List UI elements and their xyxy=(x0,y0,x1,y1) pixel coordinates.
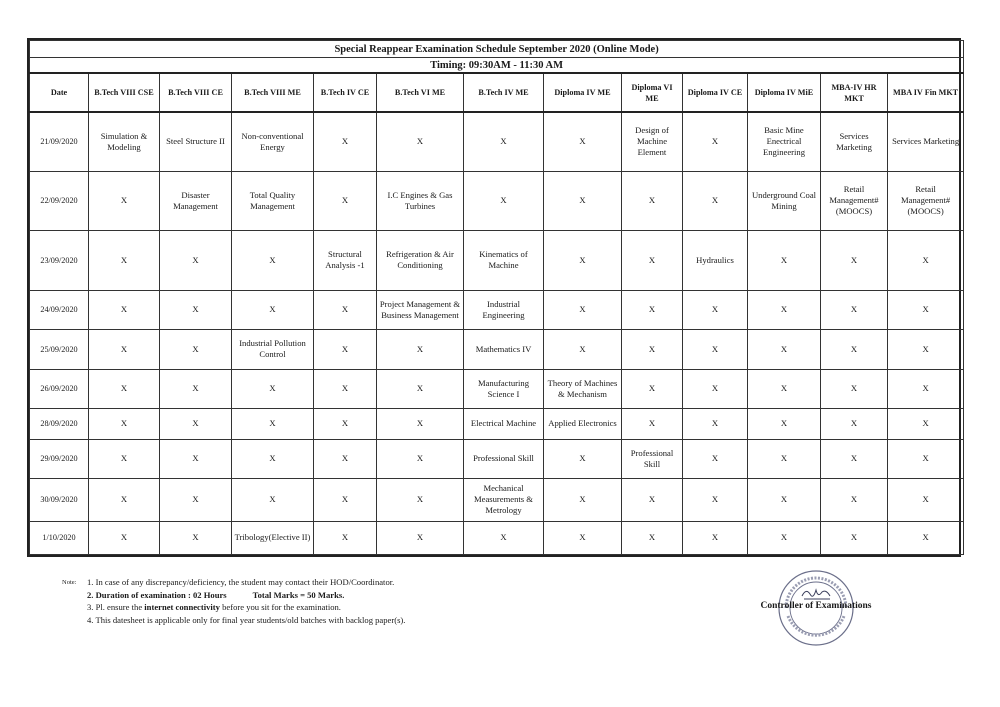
subject-cell: X xyxy=(544,230,622,290)
subject-cell: X xyxy=(232,478,314,521)
subject-cell: Non-conventional Energy xyxy=(232,112,314,171)
subject-cell: X xyxy=(748,290,821,329)
subject-cell: X xyxy=(683,439,748,478)
subject-cell: X xyxy=(377,439,464,478)
table-row xyxy=(30,408,964,439)
subject-cell: X xyxy=(622,290,683,329)
subject-cell: X xyxy=(314,478,377,521)
subject-cell: X xyxy=(748,521,821,554)
subject-cell: X xyxy=(544,521,622,554)
subject-cell: Hydraulics xyxy=(683,230,748,290)
subject-cell: X xyxy=(748,369,821,408)
subject-cell: X xyxy=(748,329,821,369)
date-cell: 23/09/2020 xyxy=(30,230,89,290)
date-cell: 30/09/2020 xyxy=(30,478,89,521)
subject-cell: X xyxy=(377,329,464,369)
subject-cell: X xyxy=(314,112,377,171)
subject-cell: X xyxy=(232,290,314,329)
subject-cell: X xyxy=(888,369,964,408)
subject-cell: X xyxy=(89,408,160,439)
table-row xyxy=(30,439,964,478)
subject-cell: X xyxy=(544,112,622,171)
subject-cell: Applied Electronics xyxy=(544,408,622,439)
schedule-timing: Timing: 09:30AM - 11:30 AM xyxy=(30,58,964,74)
table-row xyxy=(30,478,964,521)
table-row xyxy=(30,112,964,171)
column-header: B.Tech IV CE xyxy=(314,73,377,112)
subject-cell: X xyxy=(622,478,683,521)
controller-label: Controller of Examinations xyxy=(760,601,872,611)
subject-cell: Basic Mine Enectrical Engineering xyxy=(748,112,821,171)
column-header: Diploma IV ME xyxy=(544,73,622,112)
subject-cell: Steel Structure II xyxy=(160,112,232,171)
column-header: MBA-IV HR MKT xyxy=(821,73,888,112)
subject-cell: X xyxy=(683,290,748,329)
subject-cell: X xyxy=(544,290,622,329)
subject-cell: X xyxy=(89,521,160,554)
table-body xyxy=(30,112,964,554)
subject-cell: X xyxy=(821,521,888,554)
date-cell: 28/09/2020 xyxy=(30,408,89,439)
subject-cell: X xyxy=(314,171,377,230)
column-header: B.Tech VI ME xyxy=(377,73,464,112)
subject-cell: X xyxy=(683,408,748,439)
subject-cell: X xyxy=(314,408,377,439)
subject-cell: Underground Coal Mining xyxy=(748,171,821,230)
subject-cell: X xyxy=(622,230,683,290)
table-row xyxy=(30,329,964,369)
column-header: Date xyxy=(30,73,89,112)
subject-cell: I.C Engines & Gas Turbines xyxy=(377,171,464,230)
subject-cell: X xyxy=(622,521,683,554)
subject-cell: X xyxy=(160,230,232,290)
subject-cell: X xyxy=(622,369,683,408)
subject-cell: X xyxy=(544,478,622,521)
subject-cell: Mathematics IV xyxy=(464,329,544,369)
subject-cell: X xyxy=(821,408,888,439)
subject-cell: X xyxy=(160,290,232,329)
subject-cell: X xyxy=(683,329,748,369)
exam-schedule-table xyxy=(29,40,964,555)
date-cell: 26/09/2020 xyxy=(30,369,89,408)
note-2-marks: Total Marks = 50 Marks. xyxy=(252,589,345,600)
subject-cell: X xyxy=(314,290,377,329)
date-cell: 1/10/2020 xyxy=(30,521,89,554)
column-header: Diploma IV MiE xyxy=(748,73,821,112)
note-4: 4. This datesheet is applicable only for final year students/old batches with backlog paper(s). xyxy=(87,614,406,625)
subject-cell: X xyxy=(748,478,821,521)
subject-cell: X xyxy=(232,230,314,290)
subject-cell: Services Marketing xyxy=(821,112,888,171)
subject-cell: X xyxy=(377,369,464,408)
subject-cell: X xyxy=(622,408,683,439)
subject-cell: X xyxy=(160,521,232,554)
column-header: MBA IV Fin MKT xyxy=(888,73,964,112)
controller-signature-block xyxy=(756,568,876,648)
subject-cell: X xyxy=(683,171,748,230)
note-2-duration: 2. Duration of examination : 02 Hours xyxy=(87,589,227,600)
subject-cell: Structural Analysis -1 xyxy=(314,230,377,290)
subject-cell: X xyxy=(377,112,464,171)
subject-cell: Project Management & Business Management xyxy=(377,290,464,329)
subject-cell: X xyxy=(821,478,888,521)
subject-cell: X xyxy=(748,408,821,439)
subject-cell: X xyxy=(888,521,964,554)
subject-cell: X xyxy=(232,369,314,408)
subject-cell: X xyxy=(622,171,683,230)
column-header: B.Tech IV ME xyxy=(464,73,544,112)
table-row xyxy=(30,521,964,554)
subject-cell: X xyxy=(160,439,232,478)
table-row xyxy=(30,290,964,329)
subject-cell: X xyxy=(888,329,964,369)
subject-cell: X xyxy=(683,369,748,408)
subject-cell: X xyxy=(377,408,464,439)
column-header: B.Tech VIII CSE xyxy=(89,73,160,112)
note-1: 1. In case of any discrepancy/deficiency, the student may contact their HOD/Coordinator. xyxy=(87,577,395,587)
note-3 xyxy=(87,601,405,614)
subject-cell: X xyxy=(544,171,622,230)
subject-cell: X xyxy=(89,230,160,290)
subject-cell: Simulation & Modeling xyxy=(89,112,160,171)
subject-cell: X xyxy=(89,478,160,521)
subject-cell: Manufacturing Science I xyxy=(464,369,544,408)
subject-cell: Retail Management#(MOOCS) xyxy=(821,171,888,230)
subject-cell: X xyxy=(464,112,544,171)
subject-cell: X xyxy=(821,439,888,478)
subject-cell: X xyxy=(888,478,964,521)
subject-cell: Professional Skill xyxy=(622,439,683,478)
subject-cell: Kinematics of Machine xyxy=(464,230,544,290)
subject-cell: X xyxy=(821,290,888,329)
column-header: Diploma IV CE xyxy=(683,73,748,112)
subject-cell: X xyxy=(464,521,544,554)
table-row xyxy=(30,230,964,290)
subject-cell: X xyxy=(314,521,377,554)
date-cell: 21/09/2020 xyxy=(30,112,89,171)
subject-cell: X xyxy=(89,171,160,230)
subject-cell: X xyxy=(821,230,888,290)
subject-cell: X xyxy=(314,369,377,408)
notes-section xyxy=(62,576,405,626)
subject-cell: X xyxy=(888,230,964,290)
note-2 xyxy=(87,589,405,602)
subject-cell: X xyxy=(888,408,964,439)
subject-cell: X xyxy=(544,329,622,369)
header-row xyxy=(30,73,964,112)
subject-cell: Theory of Machines & Mechanism xyxy=(544,369,622,408)
subject-cell: X xyxy=(683,478,748,521)
subject-cell: X xyxy=(888,439,964,478)
subject-cell: X xyxy=(160,408,232,439)
subject-cell: X xyxy=(377,521,464,554)
note-label: Note: xyxy=(62,579,77,586)
subject-cell: Electrical Machine xyxy=(464,408,544,439)
subject-cell: Mechanical Measurements & Metrology xyxy=(464,478,544,521)
subject-cell: X xyxy=(89,369,160,408)
schedule-sheet xyxy=(27,38,961,557)
note-3-end: before you sit for the examination. xyxy=(219,602,341,612)
subject-cell: X xyxy=(888,290,964,329)
date-cell: 22/09/2020 xyxy=(30,171,89,230)
subject-cell: X xyxy=(89,439,160,478)
column-header: B.Tech VIII ME xyxy=(232,73,314,112)
subject-cell: X xyxy=(622,329,683,369)
subject-cell: X xyxy=(160,369,232,408)
subject-cell: X xyxy=(377,478,464,521)
subject-cell: Services Marketing xyxy=(888,112,964,171)
subject-cell: X xyxy=(683,112,748,171)
subject-cell: Total Quality Management xyxy=(232,171,314,230)
schedule-title: Special Reappear Examination Schedule September 2020 (Online Mode) xyxy=(30,41,964,58)
subject-cell: Industrial Pollution Control xyxy=(232,329,314,369)
subject-cell: X xyxy=(89,290,160,329)
table-row xyxy=(30,369,964,408)
note-3-start: 3. Pl. ensure the xyxy=(87,602,145,612)
subject-cell: X xyxy=(314,329,377,369)
subject-cell: X xyxy=(160,329,232,369)
subject-cell: X xyxy=(821,369,888,408)
subject-cell: X xyxy=(544,439,622,478)
column-header: Diploma VI ME xyxy=(622,73,683,112)
subject-cell: X xyxy=(748,230,821,290)
subject-cell: X xyxy=(683,521,748,554)
date-cell: 29/09/2020 xyxy=(30,439,89,478)
subject-cell: Retail Management#(MOOCS) xyxy=(888,171,964,230)
subject-cell: X xyxy=(821,329,888,369)
subject-cell: Refrigeration & Air Conditioning xyxy=(377,230,464,290)
subject-cell: X xyxy=(232,439,314,478)
subject-cell: Industrial Engineering xyxy=(464,290,544,329)
table-row xyxy=(30,171,964,230)
column-header: B.Tech VIII CE xyxy=(160,73,232,112)
subject-cell: Tribology(Elective II) xyxy=(232,521,314,554)
subject-cell: X xyxy=(160,478,232,521)
date-cell: 25/09/2020 xyxy=(30,329,89,369)
note-3-bold: internet connectivity xyxy=(144,602,220,612)
date-cell: 24/09/2020 xyxy=(30,290,89,329)
subject-cell: X xyxy=(89,329,160,369)
subject-cell: X xyxy=(748,439,821,478)
subject-cell: X xyxy=(314,439,377,478)
subject-cell: Design of Machine Element xyxy=(622,112,683,171)
subject-cell: X xyxy=(464,171,544,230)
subject-cell: X xyxy=(232,408,314,439)
subject-cell: Disaster Management xyxy=(160,171,232,230)
subject-cell: Professional Skill xyxy=(464,439,544,478)
